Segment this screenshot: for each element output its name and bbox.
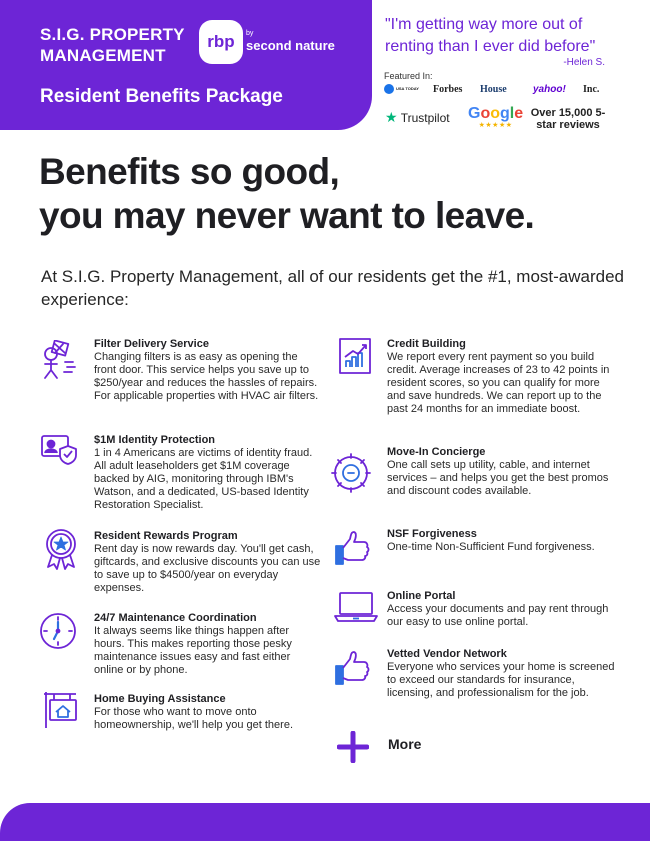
testimonial-quote: "I'm getting way more out of renting than I ever did before": [385, 16, 596, 55]
plus-icon: [337, 731, 369, 768]
benefit-title: Credit Building: [387, 338, 466, 350]
laptop-icon: [333, 590, 379, 624]
benefit-description: One-time Non-Sufficient Fund forgiveness.: [387, 541, 595, 553]
header-banner: [0, 0, 372, 130]
google-rating: [468, 106, 523, 130]
benefit-title: Online Portal: [387, 590, 456, 602]
benefit-nsf-forgiveness: [387, 528, 615, 554]
second-nature-logo: [246, 28, 335, 52]
benefit-title: 24/7 Maintenance Coordination: [94, 612, 257, 624]
usa-today-logo: USA TODAY: [384, 84, 419, 94]
home-sign-icon: [42, 690, 80, 730]
usa-today-dot-icon: [384, 84, 394, 94]
benefit-vetted-vendor-network: [387, 648, 615, 700]
featured-in-label: Featured In:: [384, 71, 433, 81]
benefit-description: For those who want to move onto homeownership, we'll help you get there.: [94, 706, 293, 731]
headline: [39, 150, 534, 238]
benefit-title: Home Buying Assistance: [94, 693, 226, 705]
footer-bar: [0, 803, 650, 841]
benefit-description: One call sets up utility, cable, and internet services – and helps you get the best promos and discount codes available.: [387, 459, 609, 497]
intro-text: At S.I.G. Property Management, all of our residents get the #1, most-awarded experience:: [41, 267, 625, 309]
benefit-description: Everyone who services your home is screened to exceed our standards for insurance, licensing, and professionalism for the job.: [387, 661, 615, 699]
trustpilot-logo: ★ Trustpilot: [385, 109, 450, 125]
google-stars: ★★★★★: [478, 122, 513, 129]
bar-chart-icon: [338, 337, 374, 377]
benefit-description: Access your documents and pay rent through our easy to use online portal.: [387, 603, 609, 628]
benefit-description: Rent day is now rewards day. You'll get cash, giftcards, and exclusive discounts you can use to save up to $4500/year on everyday expenses.: [94, 543, 321, 594]
benefit-maintenance: [94, 612, 322, 677]
rbp-logo: [199, 20, 243, 64]
benefit-filter-delivery: [94, 338, 322, 403]
benefit-title: Resident Rewards Program: [94, 530, 238, 542]
partner-by: by: [246, 30, 254, 37]
forbes-logo: Forbes: [433, 84, 463, 95]
clock-icon: [38, 611, 78, 651]
filter-delivery-icon: [37, 340, 77, 382]
concierge-dial-icon: [330, 452, 372, 494]
thumbs-up-icon: [332, 528, 372, 568]
yahoo-logo: yahoo!: [533, 84, 566, 95]
headline-line-1: Benefits so good,: [39, 151, 340, 192]
inc-logo: Inc.: [583, 84, 600, 95]
house-logo: House: [480, 84, 507, 95]
benefit-title: $1M Identity Protection: [94, 434, 216, 446]
benefit-online-portal: [387, 590, 615, 629]
testimonial-author: -Helen S.: [563, 57, 605, 68]
benefit-title: NSF Forgiveness: [387, 528, 477, 540]
headline-line-2: you may never want to leave.: [39, 195, 535, 236]
benefit-description: 1 in 4 Americans are victims of identity fraud. All adult leaseholders get $1M coverage backed by AIG, monitoring through IBM's Watson, and a dedicated, US-based Identity Restoration Specialist.: [94, 447, 313, 511]
award-ribbon-icon: [42, 528, 80, 570]
benefit-home-buying: [94, 693, 322, 732]
benefit-identity-protection: [94, 434, 322, 512]
more-label: More: [388, 736, 422, 752]
benefit-title: Move-In Concierge: [387, 446, 486, 458]
benefit-title: Vetted Vendor Network: [387, 648, 507, 660]
benefit-description: We report every rent payment so you build credit. Average increases of 23 to 42 points in resident scores, so you can qualify for more and save hundreds. We can report up to the past 24 months for an immediate boost.: [387, 351, 610, 415]
benefit-title: Filter Delivery Service: [94, 338, 209, 350]
thumbs-up-icon: [332, 648, 372, 688]
rbp-logo-text: rbp: [207, 32, 235, 51]
google-logo: Google: [468, 105, 524, 122]
benefit-move-in-concierge: [387, 446, 615, 498]
benefit-description: It always seems like things happen after hours. This makes reporting those pesky maintenance issues easy and fast either online or by phone.: [94, 625, 292, 676]
trustpilot-star-icon: ★: [385, 109, 398, 125]
package-title: Resident Benefits Package: [40, 86, 283, 107]
reviews-count: Over 15,000 5-star reviews: [530, 107, 606, 131]
identity-shield-icon: [40, 434, 80, 466]
partner-name: second nature: [246, 38, 335, 53]
benefit-resident-rewards: [94, 530, 322, 595]
benefit-credit-building: [387, 338, 615, 416]
press-logos: [384, 84, 610, 100]
company-name: S.I.G. PROPERTY MANAGEMENT: [40, 25, 185, 65]
benefit-description: Changing filters is as easy as opening the front door. This service helps you save up to $250/year and reduces the hassles of repairs. For applicable properties with HVAC air filters.: [94, 351, 319, 402]
